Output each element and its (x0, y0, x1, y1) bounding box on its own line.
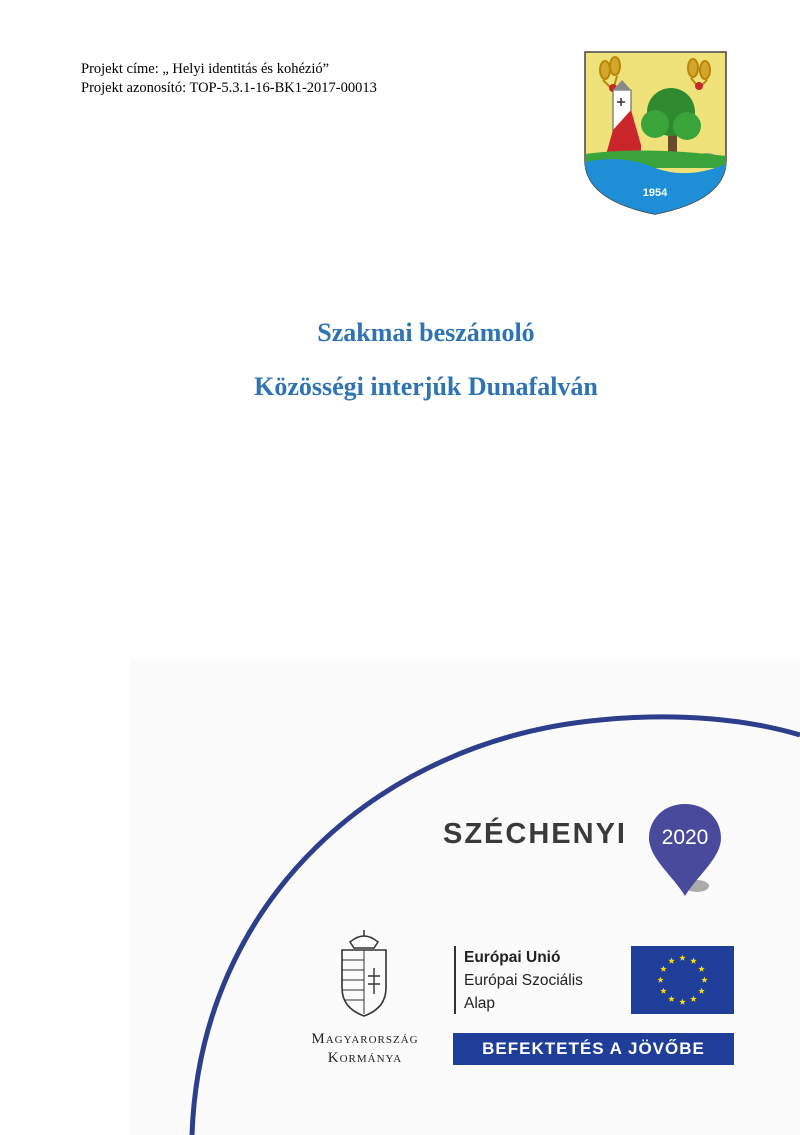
investment-banner: BEFEKTETÉS A JÖVŐBE (453, 1033, 734, 1065)
eu-line-1: Európai Unió (464, 949, 561, 966)
gov-line-2: Kormánya (327, 1050, 403, 1066)
report-title: Szakmai beszámoló (317, 318, 535, 347)
eu-fund-text (464, 946, 583, 1015)
gov-line-1: Magyarország (311, 1031, 419, 1047)
project-id-line: Projekt azonosító: TOP-5.3.1-16-BK1-2017-00013 (81, 80, 377, 96)
eu-line-3: Alap (464, 995, 496, 1012)
map-pin-icon (645, 800, 725, 900)
szechenyi-logo-text: SZÉCHENYI (443, 818, 627, 850)
hungarian-crest-icon (328, 928, 400, 1018)
year-badge: 2020 (661, 826, 709, 849)
project-title-line: Projekt címe: „ Helyi identitás és kohézió” (81, 61, 330, 77)
coat-of-arms-year: 1954 (642, 187, 668, 199)
report-subtitle: Közösségi interjúk Dunafalván (254, 372, 598, 401)
eu-flag-icon (631, 946, 734, 1014)
eu-divider (454, 946, 456, 1014)
government-name (290, 1030, 440, 1068)
eu-line-2: Európai Szociális (464, 972, 583, 989)
